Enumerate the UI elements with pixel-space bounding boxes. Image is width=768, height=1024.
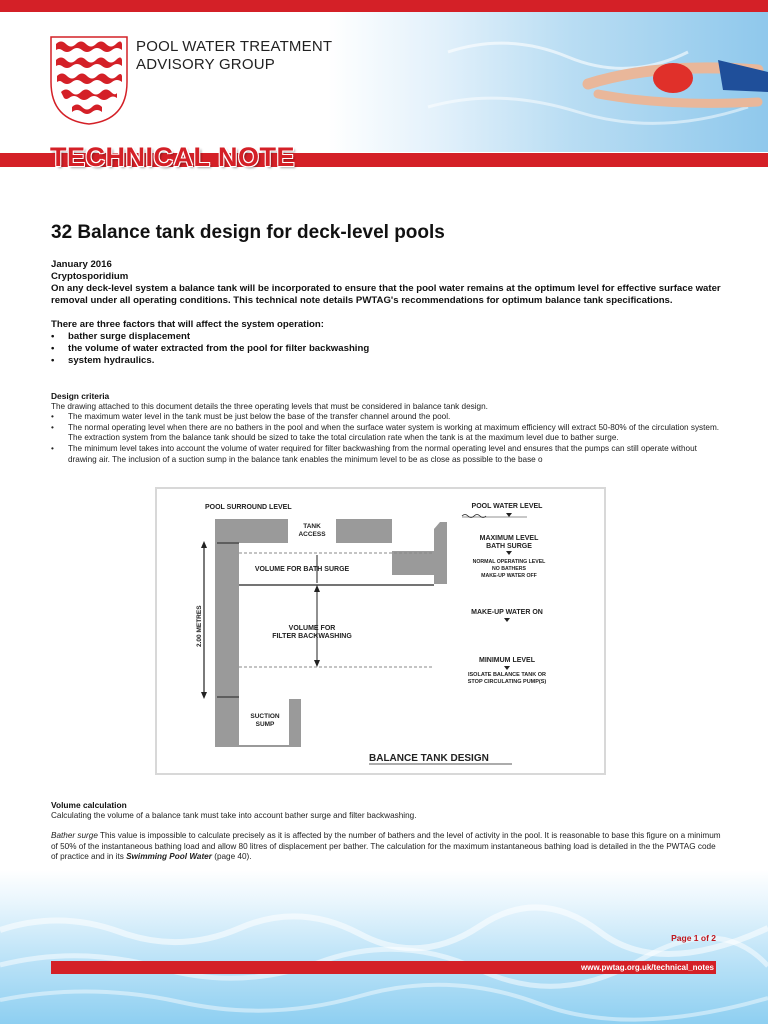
list-item: • The minimum level takes into account the volume of water required for filter backwashing from the normal operating level and ensures that the pumps can still operate without drawing air. The inclusion of a suction sump in the balance tank enables the minimum level to be as close as possible to the base o bbox=[51, 444, 721, 465]
suction-sump-label-2: SUMP bbox=[255, 721, 275, 728]
pool-surround-label: POOL SURROUND LEVEL bbox=[205, 504, 292, 511]
design-criteria-lead: The drawing attached to this document details the three operating levels that must be considered in balance tank design. bbox=[51, 401, 488, 411]
diagram-caption: BALANCE TANK DESIGN bbox=[369, 753, 489, 764]
tank-access-label-2: ACCESS bbox=[298, 531, 326, 538]
book-title: Swimming Pool Water bbox=[126, 852, 212, 862]
list-item: • bather surge displacement bbox=[51, 331, 731, 343]
bather-surge-term: Bather surge bbox=[51, 831, 98, 841]
org-name-line-2: ADVISORY GROUP bbox=[136, 56, 275, 73]
volume-calculation-section bbox=[51, 800, 721, 863]
list-item: • The normal operating level when there are no bathers in the pool and when the surface water system is working at maximum efficiency will extract 50-80% of the circulation system. The extraction system from the balance tank should be sized to take the total circulation rate when the tank is at the maximum level due to bather surge. bbox=[51, 423, 721, 444]
list-item: • the volume of water extracted from the pool for filter backwashing bbox=[51, 343, 731, 355]
document-subtitle: Cryptosporidium bbox=[51, 271, 129, 282]
factors-lead: There are three factors that will affect the system operation: bbox=[51, 319, 324, 330]
document-date: January 2016 bbox=[51, 259, 112, 270]
book-reference: (page 40). bbox=[211, 852, 252, 862]
bather-surge-text: This value is impossible to calculate precisely as it is affected by the number of bathers and the level of activity in the pool. It is reasonable to base this figure on a minimum of 50% of the instantaneous bathing load and allow 80 litres of displacement per bather. The calculation for the maximum instantaneous bathing load is detailed in the the PWTAG code of practice and in its bbox=[51, 831, 721, 862]
document-title: 32 Balance tank design for deck-level pools bbox=[51, 222, 445, 243]
bather-surge-paragraph bbox=[51, 831, 721, 863]
organisation-name bbox=[136, 38, 332, 74]
pool-water-level-label: POOL WATER LEVEL bbox=[471, 503, 543, 510]
top-red-stripe bbox=[0, 0, 768, 12]
footer-url-link[interactable]: www.pwtag.org.uk/technical_notes bbox=[580, 963, 714, 972]
isolate-label-2: STOP CIRCULATING PUMP(S) bbox=[467, 679, 547, 685]
bath-surge-volume-label: VOLUME FOR BATH SURGE bbox=[254, 566, 350, 573]
list-item: • The maximum water level in the tank must be just below the base of the transfer channel around the pool. bbox=[51, 412, 721, 423]
page-number: Page 1 of 2 bbox=[671, 933, 716, 943]
design-criteria-heading: Design criteria bbox=[51, 391, 110, 401]
makeup-on-label: MAKE-UP WATER ON bbox=[471, 609, 543, 616]
swimmer-photo bbox=[328, 12, 768, 152]
backwash-volume-label-2: FILTER BACKWASHING bbox=[272, 633, 352, 640]
suction-sump-label-1: SUCTION bbox=[250, 713, 280, 720]
technical-note-banner: TECHNICAL NOTE bbox=[50, 142, 296, 172]
list-item: • system hydraulics. bbox=[51, 355, 731, 367]
normal-level-label-2: NO BATHERS bbox=[492, 566, 526, 572]
pwtag-logo bbox=[48, 34, 130, 126]
volume-calculation-heading: Volume calculation bbox=[51, 800, 127, 810]
max-level-label-2: BATH SURGE bbox=[486, 543, 532, 550]
min-level-label: MINIMUM LEVEL bbox=[479, 657, 535, 664]
factors-list bbox=[51, 331, 731, 367]
backwash-volume-label-1: VOLUME FOR bbox=[288, 625, 336, 632]
isolate-label-1: ISOLATE BALANCE TANK OR bbox=[467, 672, 547, 678]
volume-calculation-lead: Calculating the volume of a balance tank must take into account bather surge and filter backwashing. bbox=[51, 810, 417, 820]
dimension-label: 2.00 METRES bbox=[196, 605, 203, 647]
intro-section bbox=[51, 259, 731, 367]
tank-access-label-1: TANK bbox=[303, 523, 321, 530]
design-criteria-list bbox=[51, 412, 721, 465]
balance-tank-diagram bbox=[155, 487, 606, 775]
footer-water-background bbox=[0, 870, 768, 1024]
intro-paragraph: On any deck-level system a balance tank will be incorporated to ensure that the pool water remains at the optimum level for effective surface water removal under all operating conditions. This technical note details PWTAG's recommendations for optimum balance tank specifications. bbox=[51, 283, 721, 306]
normal-level-label-3: MAKE-UP WATER OFF bbox=[481, 573, 537, 579]
max-level-label-1: MAXIMUM LEVEL bbox=[479, 535, 539, 542]
design-criteria-section bbox=[51, 391, 721, 465]
org-name-line-1: POOL WATER TREATMENT bbox=[136, 38, 333, 55]
normal-level-label-1: NORMAL OPERATING LEVEL bbox=[472, 559, 546, 565]
